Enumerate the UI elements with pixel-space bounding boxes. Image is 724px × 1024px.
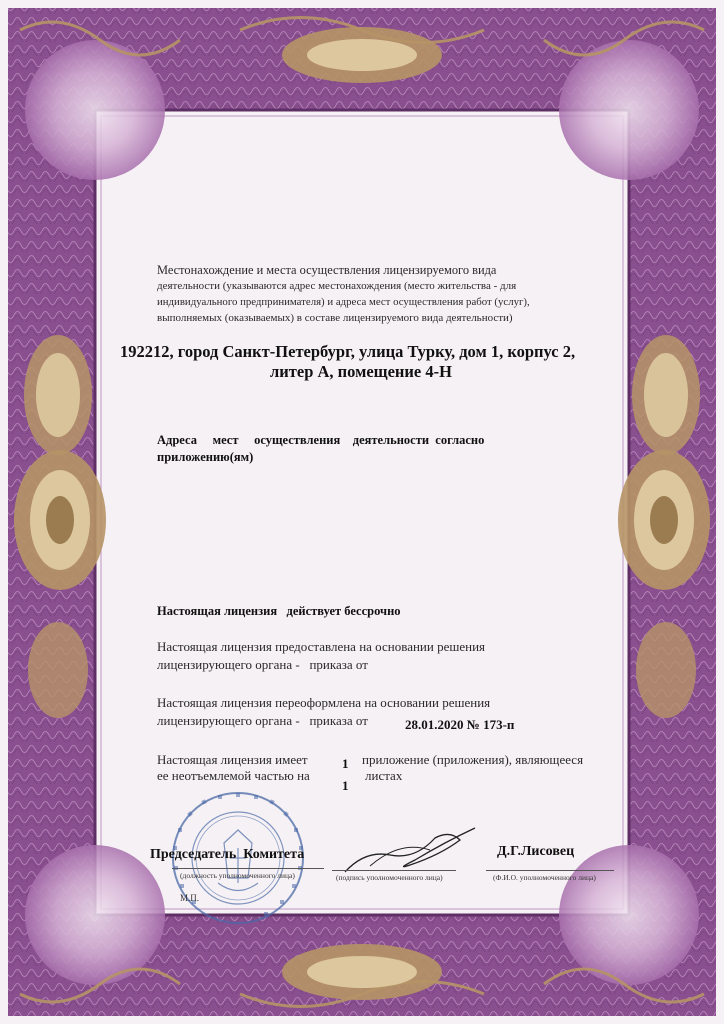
appendix-line-1-start: Настоящая лицензия имеет	[157, 752, 308, 767]
granted-line-2: лицензирующего органа - приказа от	[157, 657, 368, 672]
places-line-1: Адреса мест осуществления деятельности согласно	[157, 433, 485, 447]
signatory-position: Председатель Комитета	[150, 847, 305, 862]
location-heading-line-2: деятельности (указываются адрес местонахождения (место жительства - для	[157, 280, 517, 292]
validity-text: Настоящая лицензия действует бессрочно	[157, 604, 401, 618]
name-caption: (Ф.И.О. уполномоченного лица)	[493, 873, 596, 882]
name-underline	[486, 870, 614, 871]
signatory-name: Д.Г.Лисовец	[497, 844, 575, 859]
signature-scribble-icon	[340, 820, 480, 880]
reissued-line-2: лицензирующего органа - приказа от	[157, 713, 368, 728]
position-caption: (должность уполномоченного лица)	[180, 871, 295, 880]
reissued-order: 28.01.2020 № 173-п	[405, 717, 515, 732]
signature-caption: (подпись уполномоченного лица)	[336, 873, 443, 882]
places-line-2: приложению(ям)	[157, 450, 254, 464]
signature-underline	[332, 870, 456, 871]
position-underline	[172, 868, 324, 869]
reissued-line-1: Настоящая лицензия переоформлена на основании решения	[157, 695, 491, 710]
location-heading-line-3: индивидуального предпринимателя) и адреса мест осуществления работ (услуг),	[157, 296, 530, 308]
appendix-line-1-end: приложение (приложения), являющееся	[362, 752, 584, 767]
appendix-count: 1	[342, 756, 349, 771]
appendix-line-2-end: листах	[365, 768, 403, 783]
granted-line-1: Настоящая лицензия предоставлена на основании решения	[157, 639, 486, 654]
address-line-1: 192212, город Санкт-Петербург, улица Турку, дом 1, корпус 2,	[120, 342, 576, 361]
address-line-2: литер А, помещение 4-Н	[270, 362, 452, 381]
location-heading-line-1: Местонахождение и места осуществления лицензируемого вида	[157, 263, 497, 277]
appendix-line-2-start: ее неотъемлемой частью на	[157, 768, 310, 783]
location-heading-line-4: выполняемых (оказываемых) в составе лицензируемого вида деятельности)	[157, 312, 513, 324]
stamp-place-label: М.П.	[180, 893, 200, 903]
appendix-sheets: 1	[342, 778, 349, 793]
